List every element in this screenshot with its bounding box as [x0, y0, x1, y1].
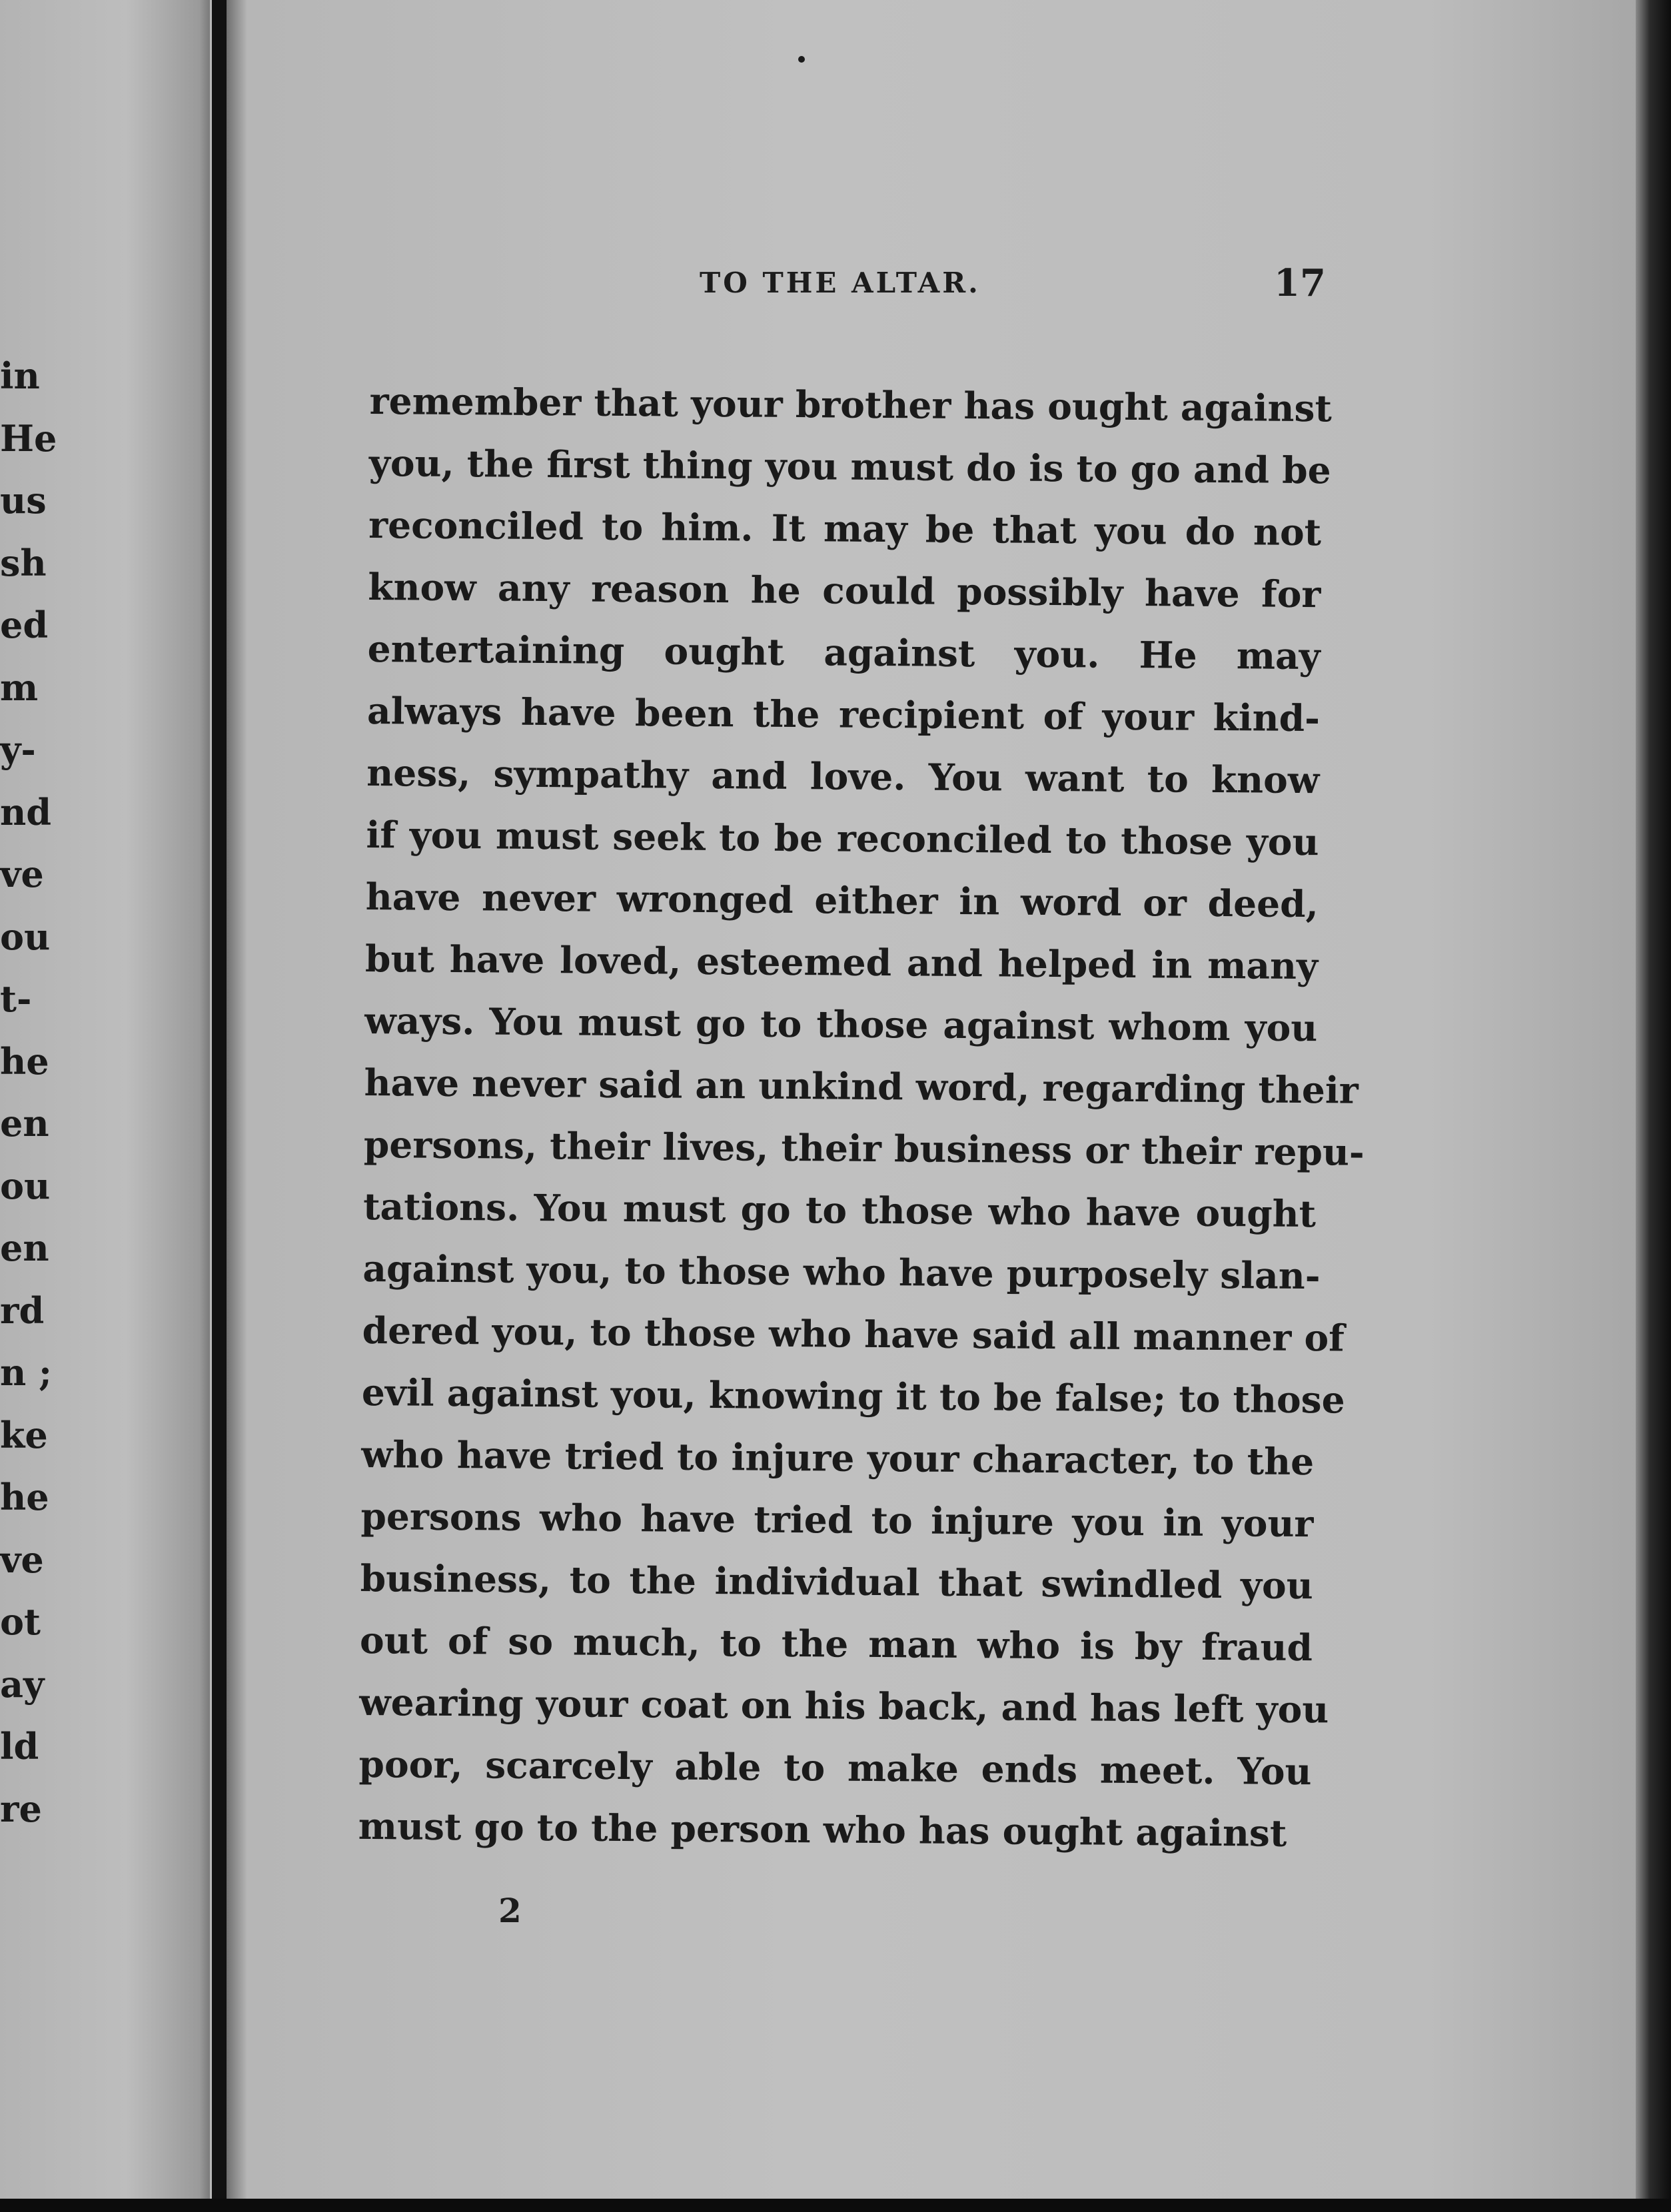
- body-line: entertaining ought against you. He may: [367, 626, 1321, 678]
- left-page-fragment: He: [0, 416, 57, 460]
- body-line: always have been the recipient of your kind-: [366, 688, 1321, 740]
- left-page-fragment: en: [0, 1102, 49, 1145]
- body-line: must go to the person who has ought against: [358, 1804, 1287, 1855]
- body-line: have never said an unkind word, regarding their: [364, 1060, 1359, 1112]
- body-line: dered you, to those who have said all manner of: [362, 1308, 1345, 1360]
- body-line: who have tried to injure your character, to the: [360, 1432, 1315, 1484]
- body-line: out of so much, to the man who is by fraud: [359, 1618, 1313, 1670]
- body-line: poor, scarcely able to make ends meet. You: [358, 1742, 1312, 1794]
- body-line: against you, to those who have purposely slan-: [362, 1246, 1321, 1298]
- left-page-fragment: ou: [0, 915, 51, 958]
- body-line: evil against you, knowing it to be false; to those: [361, 1370, 1345, 1422]
- signature-mark: 2: [498, 1891, 522, 1930]
- left-page-fragment: ou: [0, 1164, 51, 1207]
- body-text: [358, 370, 1365, 1864]
- left-page-fragment: ed: [0, 604, 49, 646]
- left-page-fragment: ay: [0, 1662, 45, 1706]
- ink-speck: [798, 56, 805, 63]
- left-page-fragment: ld: [0, 1725, 39, 1768]
- left-page-fragment: he: [0, 1039, 49, 1083]
- body-line: tations. You must go to those who have ought: [362, 1184, 1317, 1236]
- running-head: TO THE ALTAR.: [700, 267, 981, 299]
- left-page-fragment: n ;: [0, 1351, 52, 1394]
- left-page-fragment: rd: [0, 1289, 45, 1332]
- left-page-fragment: nd: [0, 790, 52, 833]
- body-line: if you must seek to be reconciled to those you: [366, 812, 1319, 864]
- left-page-fragment: ve: [0, 1538, 44, 1581]
- body-line: remember that your brother has ought against: [369, 378, 1333, 430]
- page-number: 17: [1274, 261, 1326, 305]
- left-page-fragment: in: [0, 354, 40, 397]
- body-line: reconciled to him. It may be that you do not: [368, 502, 1322, 554]
- body-line: business, to the individual that swindled you: [360, 1556, 1313, 1608]
- body-line: have never wronged either in word or deed,: [365, 874, 1319, 926]
- body-line: but have loved, esteemed and helped in many: [364, 936, 1319, 988]
- left-page-text-fragments: [0, 345, 67, 1840]
- left-page-fragment: ve: [0, 853, 44, 895]
- left-page-fragment: t-: [0, 977, 32, 1020]
- left-page-fragment: us: [0, 479, 47, 522]
- left-page-fragment: m: [0, 666, 39, 709]
- body-line: wearing your coat on his back, and has left you: [359, 1680, 1329, 1732]
- left-page: [0, 0, 210, 2212]
- left-page-fragment: ot: [0, 1600, 41, 1643]
- left-page-fragment: re: [0, 1787, 42, 1830]
- body-line: know any reason he could possibly have for: [368, 564, 1321, 616]
- gutter-shadow: [227, 0, 247, 2202]
- right-page-edge: [1636, 0, 1671, 2212]
- left-page-fragment: en: [0, 1227, 49, 1269]
- body-line: persons, their lives, their business or their repu-: [363, 1122, 1365, 1174]
- body-line: ness, sympathy and love. You want to know: [366, 750, 1320, 802]
- left-page-fragment: y-: [0, 728, 36, 771]
- left-page-fragment: he: [0, 1476, 49, 1518]
- bottom-edge: [0, 2199, 1671, 2212]
- left-page-fragment: ke: [0, 1413, 48, 1456]
- book-gutter: [212, 0, 227, 2202]
- body-line: ways. You must go to those against whom you: [364, 998, 1318, 1050]
- left-page-fragment: sh: [0, 541, 47, 584]
- body-line: you, the first thing you must do is to go and be: [368, 440, 1331, 492]
- body-line: persons who have tried to injure you in your: [360, 1494, 1314, 1546]
